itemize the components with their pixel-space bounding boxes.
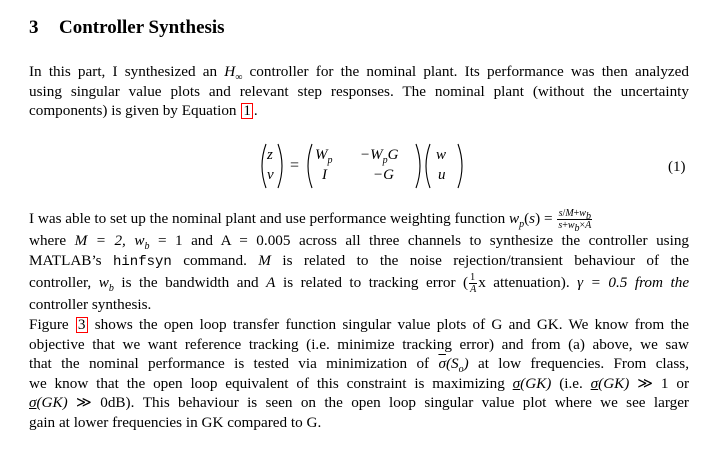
rhs-w: w (436, 147, 447, 163)
weighting-text-2a: where (29, 232, 67, 249)
hinfsyn-command: hinfsyn (112, 253, 172, 270)
weighting-text-3b: command. (171, 251, 247, 269)
weighting-text-3c: is related to the noise rejection/transient behaviour of the (282, 251, 690, 269)
intro-text-1b: controller for the nominal plant. Its performance was then analyzed (242, 63, 689, 80)
weighting-line-5: controller synthesis. (29, 296, 152, 314)
matrix-wp: $W_p$ (315, 147, 333, 166)
paragraph-intro (29, 62, 689, 121)
gamma-value: γ = 0.5 from the (577, 274, 690, 292)
matrix-neg-wpg: $-W_pG$ (360, 147, 399, 166)
weighting-text-4a: controller, (29, 274, 92, 292)
weighting-text-4c: is related to tracking error ( (282, 274, 469, 292)
figure-ref-link[interactable]: 3 (77, 316, 86, 333)
weighting-text-4b: is the bandwidth and (121, 274, 259, 292)
infinity-subscript: ∞ (235, 72, 243, 84)
intro-line-1 (29, 62, 689, 82)
weighting-line-4: controller, $w_b$ is the bandwidth and A is related to tracking error ( $\frac{1}{A}$ x attenuation). γ = 0.5 from the (29, 272, 690, 296)
sv-line-4: we know that the open loop equivalent of this constraint is maximizing σ(GK) (i.e. σ(GK) ≫ 1 or (29, 374, 690, 392)
equation-ref-link[interactable]: 1 (243, 102, 251, 120)
matrix-identity: I (322, 167, 327, 183)
weighting-text-3a: MATLAB’s (29, 251, 113, 269)
sv-text-5: ≫ 0dB). This behaviour is seen on the open loop singular value plot where we see larger (76, 394, 689, 412)
sv-text-4b: (i.e. (559, 374, 583, 392)
sv-line-5: σ(GK) ≫ 0dB). This behaviour is seen on the open loop singular value plot where we see larger (29, 394, 689, 412)
section-title: Controller Synthesis (59, 17, 225, 38)
equation-1 (250, 140, 470, 192)
sv-text-4a: we know that the open loop equivalent of this constraint is maximizing (29, 374, 505, 392)
paragraph-singular-values (29, 315, 689, 433)
attenuation-fraction: $\frac{1}{A}$ (470, 272, 477, 296)
section-heading (29, 16, 225, 40)
sv-text-1a: Figure (29, 316, 75, 333)
sv-line-6: gain at lower frequencies in GK compared to G. (29, 413, 322, 431)
paragraph-weighting (29, 208, 689, 315)
weighting-text-2b: = 1 and A = 0.005 across all three channels to synthesize the controller using (149, 232, 690, 249)
weighting-text-1: I was able to set up the nominal plant and use performance weighting function (29, 209, 506, 227)
sv-text-3a: that the nominal performance is tested via minimization of (29, 355, 430, 373)
weighting-line-3: MATLAB’s hinfsyn command. M is related to the noise rejection/transient behaviour of the (29, 251, 690, 270)
matrix-neg-g: −G (373, 167, 394, 183)
sv-text-1b: shows the open loop transfer function singular value plots of G and GK. We know from the (88, 316, 690, 333)
weight-fraction: $\frac{s/M+w_b}{s+w_b\times A}$ (558, 208, 592, 234)
sv-text-3b: at low frequencies. From class, (477, 355, 690, 373)
sv-text-4c: ≫ 1 or (637, 374, 690, 392)
intro-text-1a: In this part, I synthesized an (29, 63, 225, 80)
rhs-u: u (438, 167, 446, 183)
weighting-text-4d: x attenuation). (478, 274, 570, 292)
lhs-z: z (267, 147, 273, 163)
intro-line-3 (29, 101, 689, 121)
sv-line-2: objective that we want reference tracking (i.e. minimize tracking error) and from (a) above, we saw (29, 335, 689, 353)
lhs-v: v (267, 167, 274, 183)
intro-line-2: using singular value plots and relevant step responses. The nominal plant (without the uncertainty (29, 82, 689, 100)
h-infinity-symbol: H (224, 63, 236, 80)
svg-text:=: = (290, 157, 300, 174)
sv-line-3: that the nominal performance is tested via minimization of $\overline{\sigma}(S_o)$ at low frequencies. From class, (29, 355, 690, 376)
section-number: 3 (29, 17, 39, 38)
intro-text-3a: components) is given by Equation (29, 102, 241, 120)
weighting-line-1: I was able to set up the nominal plant and use performance weighting function $w_p(s)$ = $\frac{s/M+w_b}{s+w_b\times A}$ (29, 208, 592, 234)
equation-number: (1) (668, 159, 686, 175)
weighting-line-2: where M = 2, $w_b = 1$ and A = 0.005 across all three channels to synthesize the controller using (29, 232, 690, 253)
intro-text-3b: . (253, 102, 258, 120)
weighting-values-a: M = 2, w (74, 232, 145, 249)
sv-line-1 (29, 315, 689, 335)
